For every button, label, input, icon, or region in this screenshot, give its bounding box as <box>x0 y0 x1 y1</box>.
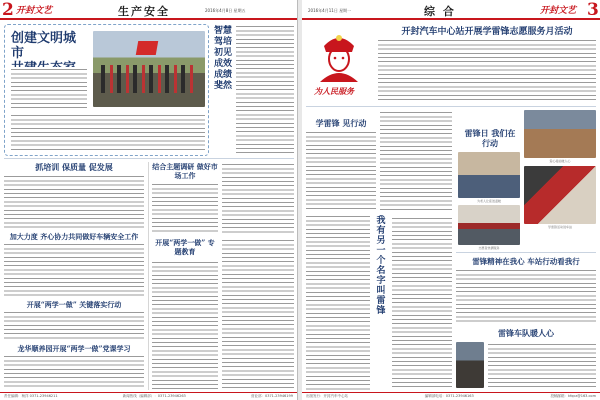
footer-publisher: 出版发行：开封汽车中心站 <box>306 394 348 398</box>
vertical-headline: 我有另一个名字叫雷锋 <box>376 216 386 316</box>
portrait-illustration <box>314 28 364 82</box>
issue-date: 2016年4月11日 星期一 <box>308 8 352 13</box>
left-page <box>0 0 298 400</box>
subhead-4-body <box>488 342 596 388</box>
article-5-title: 开展“两学一做” 专题教育 <box>155 238 215 256</box>
right-page <box>302 0 600 400</box>
article-1-title: 抓培训 保质量 促发展 <box>35 162 113 172</box>
subhead-3: 雷锋精神在我心 车站行动看我行 <box>472 257 580 266</box>
photo-1-caption: 爱心接站暖人心 <box>549 159 571 163</box>
bus-team-photo <box>456 342 484 388</box>
subhead-1: 学雷锋 见行动 <box>315 118 367 128</box>
divider <box>456 252 596 253</box>
tree-planting-photo <box>93 31 205 107</box>
footer-editor: 责任编辑：杨洋 0371-23946211 <box>4 394 58 398</box>
main-headline: 开封汽车中心站开展学雷锋志愿服务月活动 <box>401 27 573 37</box>
divider <box>4 158 294 159</box>
side-column-text <box>236 24 294 156</box>
lead-text-block <box>11 67 87 109</box>
article-5-body <box>152 260 218 390</box>
left-footer <box>0 392 297 400</box>
column-2-text <box>392 216 452 390</box>
left-masthead <box>0 0 297 20</box>
footer-sales: 营业部：0371-23946199 <box>250 394 293 398</box>
side-vertical-headline: 智慧驾培初见成效 成绩斐然 <box>214 26 233 91</box>
article-2-body <box>4 242 144 296</box>
page-number: 2 <box>2 0 14 20</box>
volunteer-photo-2 <box>458 152 520 198</box>
lead-body-text <box>11 113 205 151</box>
main-story-text <box>378 38 596 102</box>
photo-4-caption: 志愿者热情服务 <box>478 246 500 250</box>
divider <box>306 106 596 107</box>
footer-phone: 编辑部电话：0371-23946163 <box>424 394 474 398</box>
footer-email: 投稿邮箱：kfqcz@163.com <box>550 394 596 398</box>
paper-name-logo: 开封文艺 <box>14 3 54 16</box>
article-4-body <box>4 310 144 340</box>
article-3-body <box>152 182 218 234</box>
middle-text <box>380 110 452 210</box>
subhead-4: 雷锋车队暖人心 <box>498 328 554 338</box>
article-6-title: 龙华顺养园开展“两学一做”党课学习 <box>17 344 131 353</box>
article-5-body-cont <box>222 238 294 390</box>
article-6-body <box>4 354 144 390</box>
photo-2-caption: 为老人让座送温暖 <box>476 199 501 203</box>
issue-date: 2016年4月8日 星期五 <box>205 8 246 13</box>
volunteer-photo-4 <box>458 205 520 245</box>
article-2-title: 加大力度 齐心协力共同做好车辆安全工作 <box>9 232 139 241</box>
paper-name-logo: 开封文艺 <box>538 3 578 16</box>
lead-story-frame <box>4 24 209 156</box>
article-1-body <box>4 174 144 228</box>
right-footer <box>302 392 600 400</box>
calligraphy-slogan: 为人民服务 <box>314 86 354 96</box>
right-masthead <box>302 0 600 20</box>
red-portrait <box>314 28 364 82</box>
subhead-3-body <box>456 268 596 324</box>
lead-headline-line1: 创建文明城市 <box>11 31 77 61</box>
continued-text <box>222 162 294 234</box>
subhead-2: 雷锋日 我们在行动 <box>464 128 516 148</box>
red-flag <box>136 41 158 55</box>
volunteer-photo-3 <box>524 166 596 224</box>
volunteer-photo-1 <box>524 110 596 158</box>
page-number: 3 <box>587 0 599 20</box>
section-title: 综 合 <box>424 5 456 18</box>
column-1-text <box>306 214 370 390</box>
people-group <box>101 65 197 93</box>
article-4-title: 开展“两学一做” 关键落实行动 <box>26 300 122 309</box>
section-title: 生产安全 <box>118 5 170 18</box>
column-rule <box>148 162 149 390</box>
article-3-title: 结合主题调研 做好市场工作 <box>152 162 218 180</box>
footer-hotline: 新闻热线（编辑部）：0371-23946263 <box>122 394 186 398</box>
subhead-1-body <box>306 130 376 210</box>
photo-3-caption: 学雷锋活动进车站 <box>547 225 572 229</box>
